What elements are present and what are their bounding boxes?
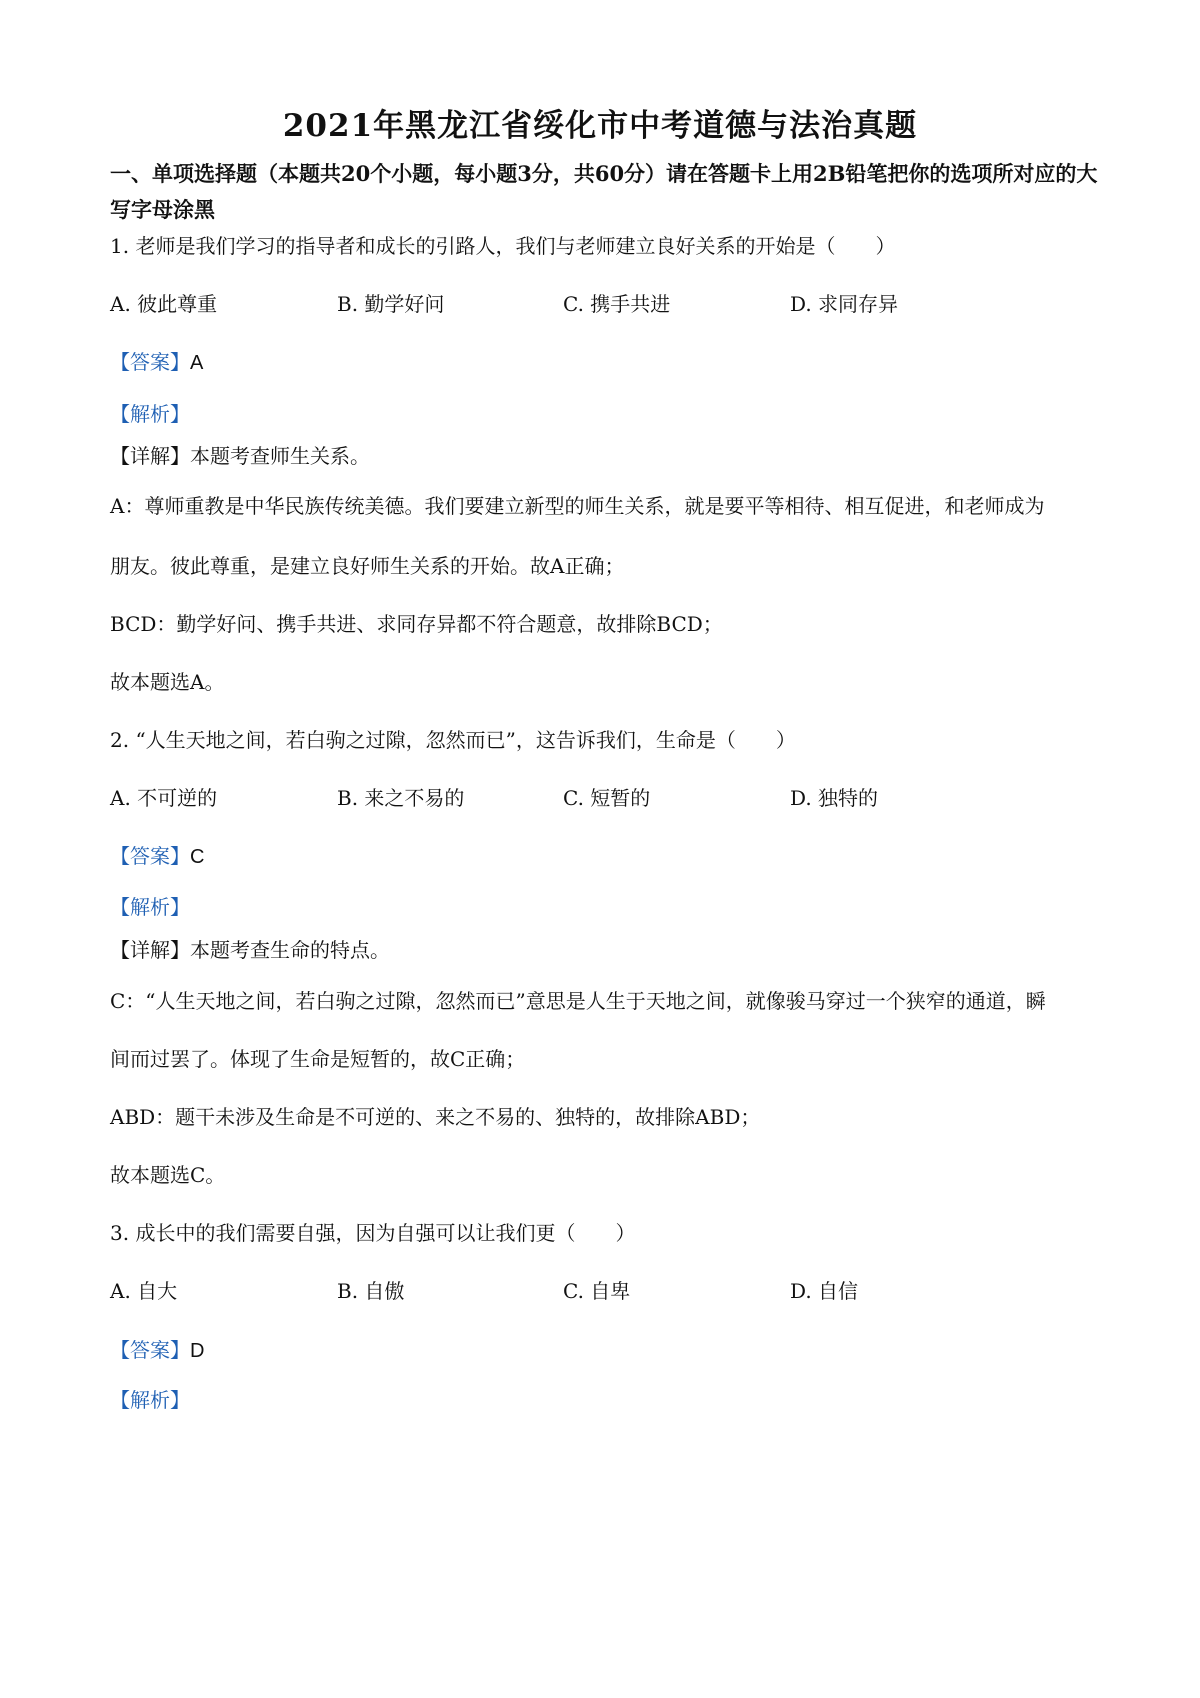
answer-label: 【答案】 xyxy=(110,1338,190,1362)
option-a: A. 不可逆的 xyxy=(110,786,218,810)
page-title: 2021年黑龙江省绥化市中考道德与法治真题 xyxy=(282,108,918,144)
option-b: B. 勤学好问 xyxy=(337,292,445,316)
answer-line xyxy=(110,1334,1110,1363)
explanation-line: 间而过罢了。体现了生命是短暂的，故C正确； xyxy=(110,1047,526,1071)
answer-label: 【答案】 xyxy=(110,844,190,868)
detail-line xyxy=(110,934,1110,963)
answer-line xyxy=(110,840,1110,869)
analysis-label: 【解析】 xyxy=(110,402,190,426)
question-stem: 1. 老师是我们学习的指导者和成长的引路人，我们与老师建立良好关系的开始是（ ） xyxy=(110,234,896,258)
option-c: C. 自卑 xyxy=(563,1279,631,1303)
detail-line xyxy=(110,440,1110,469)
answer-line xyxy=(110,346,1110,375)
option-b: B. 自傲 xyxy=(337,1279,405,1303)
detail-text: 本题考查师生关系。 xyxy=(190,444,370,468)
explanation-line: C：“人生天地之间，若白驹之过隙，忽然而已”意思是人生于天地之间，就像骏马穿过一个狭窄的通道，瞬 xyxy=(110,989,1046,1013)
explanation-line: ABD：题干未涉及生命是不可逆的、来之不易的、独特的，故排除ABD； xyxy=(110,1105,761,1129)
option-b: B. 来之不易的 xyxy=(337,786,465,810)
analysis-line xyxy=(110,398,1110,427)
section-heading: 一、单项选择题（本题共20个小题，每小题3分，共60分）请在答题卡上用2B铅笔把你的选项所对应的大写字母涂黑 xyxy=(110,161,1098,222)
option-d: D. 独特的 xyxy=(790,786,879,810)
answer-label: 【答案】 xyxy=(110,350,190,374)
explanation-line: 故本题选C。 xyxy=(110,1163,226,1187)
explanation-line: BCD：勤学好问、携手共进、求同存异都不符合题意，故排除BCD； xyxy=(110,612,723,636)
detail-label: 【详解】 xyxy=(110,444,190,468)
answer-value: D xyxy=(190,1340,205,1362)
analysis-label: 【解析】 xyxy=(110,895,190,919)
option-c: C. 短暂的 xyxy=(563,786,651,810)
option-a: A. 自大 xyxy=(110,1279,178,1303)
option-c: C. 携手共进 xyxy=(563,292,671,316)
analysis-line xyxy=(110,1384,1110,1413)
explanation-line: A：尊师重教是中华民族传统美德。我们要建立新型的师生关系，就是要平等相待、相互促进，和老师成为 xyxy=(110,494,1045,518)
question-stem: 3. 成长中的我们需要自强，因为自强可以让我们更（ ） xyxy=(110,1221,636,1245)
option-a: A. 彼此尊重 xyxy=(110,292,218,316)
answer-value: C xyxy=(190,846,205,868)
explanation-line: 朋友。彼此尊重，是建立良好师生关系的开始。故A正确； xyxy=(110,554,625,578)
analysis-label: 【解析】 xyxy=(110,1388,190,1412)
detail-label: 【详解】 xyxy=(110,938,190,962)
option-d: D. 求同存异 xyxy=(790,292,899,316)
analysis-line xyxy=(110,891,1110,920)
answer-value: A xyxy=(190,352,204,374)
detail-text: 本题考查生命的特点。 xyxy=(190,938,390,962)
explanation-line: 故本题选A。 xyxy=(110,670,225,694)
option-d: D. 自信 xyxy=(790,1279,859,1303)
question-stem: 2. “人生天地之间，若白驹之过隙，忽然而已”，这告诉我们，生命是（ ） xyxy=(110,728,796,752)
